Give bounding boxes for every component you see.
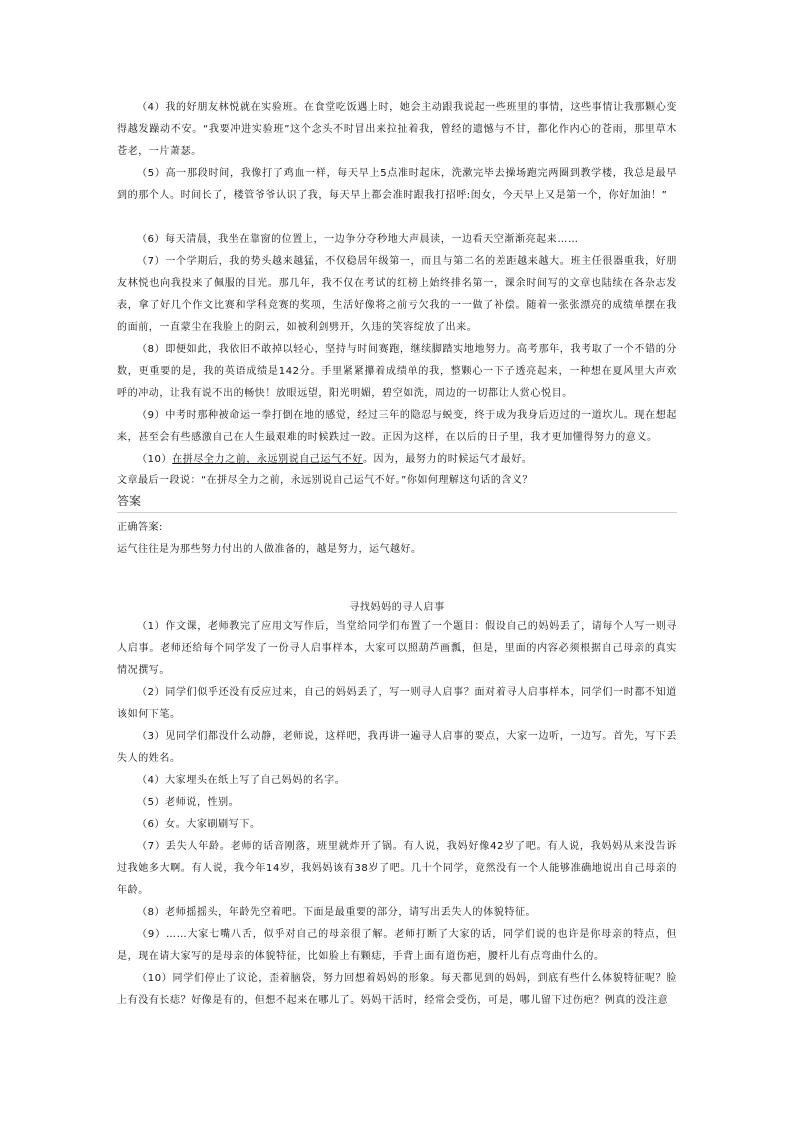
article2-paragraph-2: （2）同学们似乎还没有反应过来，自己的妈妈丢了，写一则寻人启事？面对着寻人启事样本，同学们一时都不知道该如何下笔。 bbox=[117, 687, 677, 720]
paragraph-4: （4）我的好朋友林悦就在实验班。在食堂吃饭遇上时，她会主动跟我说起一些班里的事情，这些事情让我那颗心变得越发躁动不安。“我要冲进实验班”这个念头不时冒出来拉扯着我，曾经的遗憾与不甘，都化作内心的苍雨，那里草木苍老，一片萧瑟。 bbox=[117, 102, 677, 157]
article2-paragraph-9: （9）……大家七嘴八舌，似乎对自己的母亲很了解。老师打断了大家的话，同学们说的也许是你母亲的特点，但是，现在请大家写的是母亲的体貌特征，比如脸上有颗痣，手背上面有道伤疤，腰杆儿有点弯曲什么的。 bbox=[117, 929, 677, 962]
article2-paragraph-6: （6）女。大家刷刷写下。 bbox=[137, 819, 261, 830]
answer-divider bbox=[117, 512, 677, 513]
question-text: 文章最后一段说：“在拼尽全力之前，永远别说自己运气不好。”你如何理解这句话的含义？ bbox=[117, 475, 533, 486]
paragraph-9: （9）中考时那种被命运一拳打倒在地的感觉，经过三年的隐忍与蜕变，终于成为我身后迈过的一道坎儿。现在想起来，甚至会有些感激自己在人生最艰难的时候跌过一跤。正因为这样，在以后的日子里，我才更加懂得努力的意义。 bbox=[117, 410, 677, 443]
paragraph-10-number: （10） bbox=[137, 454, 173, 465]
correct-answer-text: 运气往往是为那些努力付出的人做准备的，越是努力，运气越好。 bbox=[117, 544, 422, 555]
article2-paragraph-10: （10）同学们停止了议论，歪着脑袋，努力回想着妈妈的形象。每天都见到的妈妈，到底有些什么体貌特征呢？脸上有没有长痣？好像是有的，但想不起来在哪儿了。妈妈干活时，经常会受伤，可是，哪儿留下过伤疤？例真的没注意 bbox=[117, 973, 677, 1006]
paragraph-5: （5）高一那段时间，我像打了鸡血一样，每天早上5点准时起床，洗漱完毕去操场跑完两圈到教学楼，我总是最早到的那个人。时间长了，楼管爷爷认识了我，每天早上都会准时跟我打招呼:闺女，今天早上又是第一个，你好加油！” bbox=[117, 168, 677, 201]
article-title: 寻找妈妈的寻人启事 bbox=[349, 602, 445, 613]
paragraph-7: （7）一个学期后，我的势头越来越猛，不仅稳居年级第一，而且与第二名的差距越来越大。班主任很器重我，好朋友林悦也向我投来了佩服的目光。那几年，我不仅在考试的红榜上始终排名第一，课余时间写的文章也陆续在各杂志发表，拿了好几个作文比赛和学科竞赛的奖项，生活好像将之前亏欠我的一一做了补偿。随着一张张漂亮的成绩单摆在我的面前，一直蒙尘在我脸上的阴云，如被利剑劈开，久违的笑容绽放了出来。 bbox=[117, 256, 677, 333]
article2-paragraph-4: （4）大家埋头在纸上写了自己妈妈的名字。 bbox=[137, 775, 346, 786]
paragraph-8: （8）即便如此，我依旧不敢掉以轻心，坚持与时间赛跑，继续脚踏实地地努力。高考那年，我考取了一个不错的分数，更重要的是，我的英语成绩是142分。手里紧紧攥着成绩单的我，整颗心一下子透亮起来，一种想在夏风里大声欢呼的冲动，让我有说不出的畅快！放眼远望，阳光明媚，碧空如洗，周边的一切都让人赏心悦目。 bbox=[117, 344, 677, 399]
answer-heading: 答案 bbox=[117, 494, 142, 508]
article2-paragraph-7: （7）丢失人年龄。老师的话音刚落，班里就炸开了锅。有人说，我妈好像42岁了吧。有人说，我妈妈从来没告诉过我她多大啊。有人说，我今年14岁，我妈妈该有38岁了吧。几十个同学，竟然没有一个人能够准确地说出自己母亲的年龄。 bbox=[117, 841, 677, 896]
article2-paragraph-3: （3）见同学们都没什么动静，老师说，这样吧，我再讲一遍寻人启事的要点，大家一边听，一边写。首先，写下丢失人的姓名。 bbox=[117, 731, 677, 764]
paragraph-10-rest: 。因为，最努力的时候运气才最好。 bbox=[362, 454, 533, 465]
article2-paragraph-8: （8）老师摇摇头，年龄先空着吧。下面是最重要的部分，请写出丢失人的体貌特征。 bbox=[137, 907, 537, 918]
correct-answer-label: 正确答案: bbox=[117, 522, 163, 533]
article2-paragraph-5: （5）老师说，性别。 bbox=[137, 797, 240, 808]
underlined-sentence: 在拼尽全力之前，永远别说自己运气不好 bbox=[172, 454, 363, 465]
article2-paragraph-1: （1）作文课，老师教完了应用文写作后，当堂给同学们布置了一个题目：假设自己的妈妈丢了，请每个人写一则寻人启事。老师还给每个同学发了一份寻人启事样本，大家可以照葫芦画瓢，但是，里面的内容必须根据自己母亲的真实情况撰写。 bbox=[117, 621, 677, 676]
paragraph-6: （6）每天清晨，我坐在靠窗的位置上，一边争分夺秒地大声晨读，一边看天空渐渐亮起来…… bbox=[137, 234, 579, 245]
paragraph-10 bbox=[117, 449, 677, 471]
